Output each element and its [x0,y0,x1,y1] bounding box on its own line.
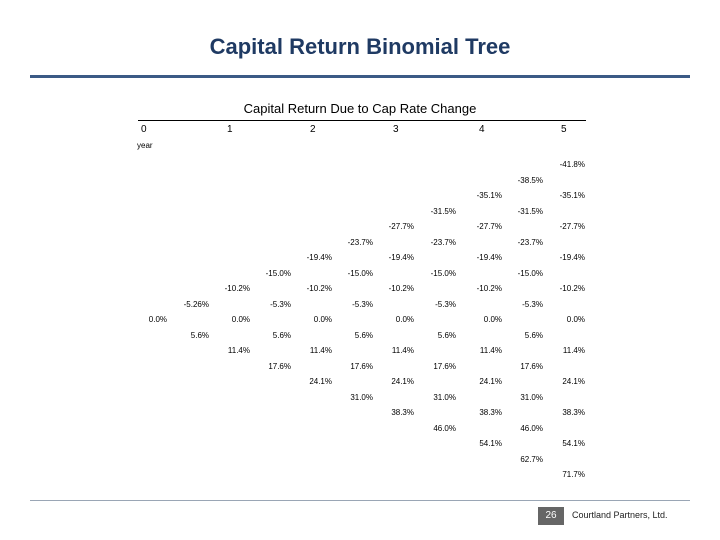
tree-node: -5.26% [183,299,209,309]
tree-node: -5.3% [270,299,291,309]
tree-node: 31.0% [350,392,373,402]
tree-node: 11.4% [562,346,585,355]
tree-node: 5.6% [354,330,373,340]
tree-node: 11.4% [227,346,250,355]
tree-node: 24.1% [309,377,332,386]
tree-node: 5.6% [190,330,209,340]
tree-node: -19.4% [388,253,414,262]
tree-node: -23.7% [347,237,373,247]
tree-node: 31.0% [520,392,543,402]
header-divider [138,120,586,121]
tree-node: 62.7% [520,454,543,464]
company-name: Courtland Partners, Ltd. [572,510,668,520]
tree-node: 38.3% [562,408,585,417]
tree-node: 17.6% [268,361,291,371]
tree-node: -10.2% [388,284,414,293]
tree-node: -38.5% [517,175,543,185]
tree-node: 17.6% [350,361,373,371]
tree-node: -27.7% [559,222,585,231]
column-header-2: 2 [310,124,316,135]
tree-node: -19.4% [476,253,502,262]
tree-node: 24.1% [562,377,585,386]
tree-node: -10.2% [306,284,332,293]
tree-node: 0.0% [148,315,167,324]
footer-divider [30,500,690,501]
tree-node: 24.1% [391,377,414,386]
page-number: 26 [538,507,564,525]
tree-node: 54.1% [562,439,585,448]
tree-node: 46.0% [520,423,543,433]
column-header-0: 0 [141,124,147,135]
tree-node: 11.4% [479,346,502,355]
tree-node: -15.0% [517,268,543,278]
tree-node: 54.1% [479,439,502,448]
tree-node: 0.0% [313,315,332,324]
tree-node: 5.6% [272,330,291,340]
tree-node: 24.1% [479,377,502,386]
tree-node: -27.7% [388,222,414,231]
year-label: year [137,141,153,150]
tree-node: -5.3% [352,299,373,309]
tree-node: 11.4% [309,346,332,355]
tree-node: 17.6% [520,361,543,371]
tree-node: 31.0% [433,392,456,402]
tree-node: -31.5% [430,206,456,216]
column-header-1: 1 [227,124,233,135]
tree-node: -5.3% [522,299,543,309]
tree-node: -15.0% [265,268,291,278]
tree-node: -31.5% [517,206,543,216]
tree-node: -19.4% [559,253,585,262]
tree-node: 71.7% [562,470,585,479]
tree-node: 17.6% [433,361,456,371]
tree-node: 5.6% [524,330,543,340]
table-title: Capital Return Due to Cap Rate Change [243,101,477,116]
title-divider [30,75,690,78]
tree-node: 0.0% [231,315,250,324]
column-header-3: 3 [393,124,399,135]
tree-node: -35.1% [476,191,502,200]
tree-node: -10.2% [476,284,502,293]
tree-node: -5.3% [435,299,456,309]
tree-node: -10.2% [224,284,250,293]
tree-node: -27.7% [476,222,502,231]
tree-node: 5.6% [437,330,456,340]
tree-node: -41.8% [559,160,585,169]
tree-node: -15.0% [347,268,373,278]
tree-node: -19.4% [306,253,332,262]
tree-node: 0.0% [483,315,502,324]
column-header-4: 4 [479,124,485,135]
slide-title: Capital Return Binomial Tree [209,34,511,59]
tree-node: 11.4% [391,346,414,355]
tree-node: -10.2% [559,284,585,293]
tree-node: -35.1% [559,191,585,200]
tree-node: 38.3% [479,408,502,417]
column-header-5: 5 [561,124,567,135]
tree-node: -23.7% [517,237,543,247]
tree-node: 46.0% [433,423,456,433]
tree-node: 0.0% [395,315,414,324]
tree-node: 38.3% [391,408,414,417]
tree-node: 0.0% [566,315,585,324]
tree-node: -23.7% [430,237,456,247]
tree-node: -15.0% [430,268,456,278]
